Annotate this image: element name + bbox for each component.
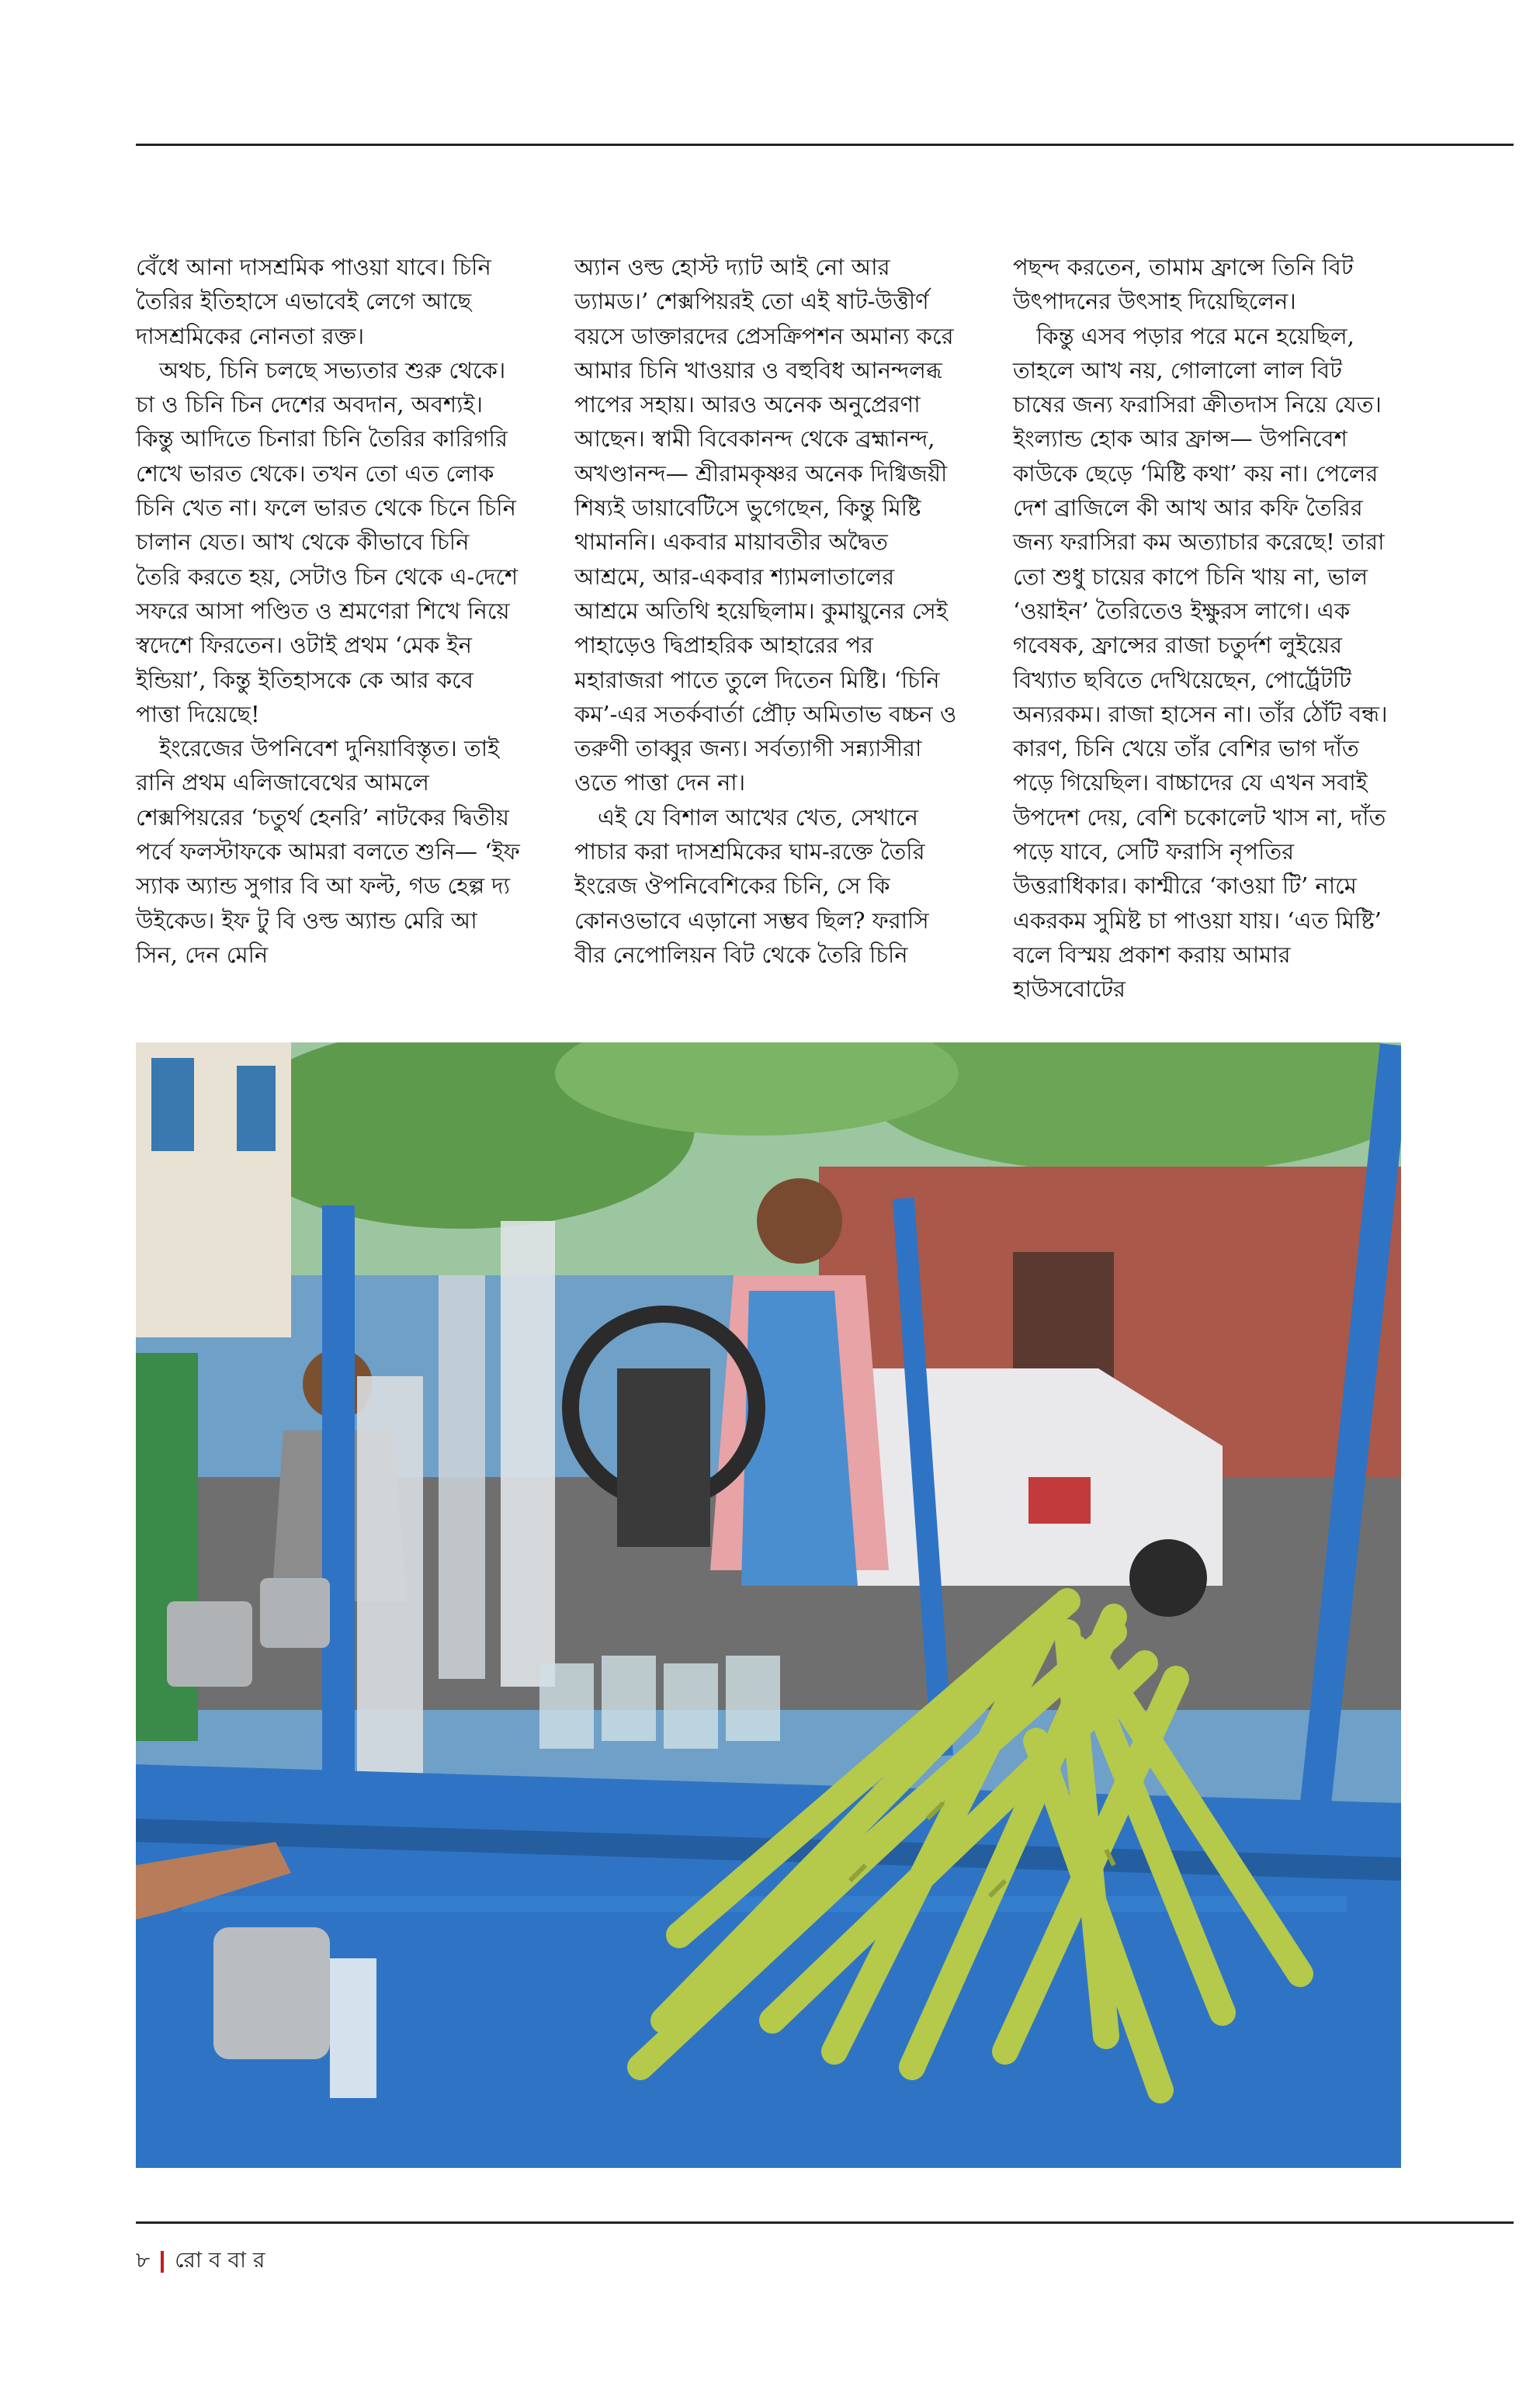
text-column-3 <box>1013 250 1398 1007</box>
paragraph: এই যে বিশাল আখের খেত, সেখানে পাচার করা দাসশ্রমিকের ঘাম-রক্তে তৈরি ইংরেজ ঔপনিবেশিকের চিনি, সে কি কোনওভাবে এড়ানো সম্ভব ছিল? ফরাসি বীর নেপোলিয়ন বিট থেকে তৈরি চিনি <box>574 803 929 968</box>
paragraph: অ্যান ওল্ড হোস্ট দ্যাট আই নো আর ড্যামড।’ শেক্সপিয়রই তো এই ষাট-উত্তীর্ণ বয়সে ডাক্তারদের প্রেসক্রিপশন অমান্য করে আমার চিনি খাওয়ার ও বহুবিধ আনন্দলব্ধ পাপের সহায়। আরও অনেক অনুপ্রেরণা আছেন। স্বামী বিবেকানন্দ থেকে ব্রহ্মানন্দ, অখণ্ডানন্দ— শ্রীরামকৃষ্ণর অনেক দিগ্বিজয়ী শিষ্যই ডায়াবেটিসে ভুগেছেন, কিন্তু মিষ্টি থামাননি। একবার মায়াবতীর অদ্বৈত আশ্রমে, আর-একবার শ্যামলাতালের আশ্রমে অতিথি হয়েছিলাম। কুমায়ুনের সেই পাহাড়েও দ্বিপ্রাহরিক আহারের পর মহারাজরা পাতে তুলে দিতেন মিষ্টি। ‘চিনি কম’-এর সতর্কবার্তা প্রৌঢ় অমিতাভ বচ্চন ও তরুণী তাব্বুর জন্য। সর্বত্যাগী সন্ন্যাসীরা ওতে পাত্তা দেন না। <box>574 254 957 796</box>
paragraph: পছন্দ করতেন, তামাম ফ্রান্সে তিনি বিট উৎপাদনের উৎসাহ দিয়েছিলেন। <box>1013 254 1354 315</box>
text-column-1 <box>136 250 521 972</box>
paragraph: ইংরেজের উপনিবেশ দুনিয়াবিস্তৃত। তাই রানি প্রথম এলিজাবেথের আমলে শেক্সপিয়রের ‘চতুর্থ হেনরি’ নাটকের দ্বিতীয় পর্বে ফলস্টাফকে আমরা বলতে শুনি— ‘ইফ স্যাক অ্যান্ড সুগার বি আ ফল্ট, গড হেল্প দ্য উইকেড। ইফ টু বি ওল্ড অ্যান্ড মেরি আ সিন, দেন মেনি <box>136 735 520 968</box>
page-number: ৮ <box>136 2247 151 2273</box>
top-rule <box>136 144 1514 146</box>
text-column-2 <box>574 250 959 972</box>
magazine-name: রো ব বা র <box>175 2247 265 2273</box>
sugarcane-stall-photo <box>136 1042 1401 2168</box>
page-footer <box>136 2243 265 2280</box>
paragraph: বেঁধে আনা দাসশ্রমিক পাওয়া যাবে। চিনি তৈরির ইতিহাসে এভাবেই লেগে আছে দাসশ্রমিকের নোনতা রক্ত। <box>136 254 491 349</box>
footer-separator <box>161 2251 164 2273</box>
bottom-rule <box>136 2221 1514 2224</box>
photo-illustration <box>136 1042 1401 2168</box>
paragraph: কিন্তু এসব পড়ার পরে মনে হয়েছিল, তাহলে আখ নয়, গোলালো লাল বিট চাষের জন্য ফরাসিরা ক্রীতদাস নিয়ে যেত। ইংল্যান্ড হোক আর ফ্রান্স— উপনিবেশ কাউকে ছেড়ে ‘মিষ্টি কথা’ কয় না। পেলের দেশ ব্রাজিলে কী আখ আর কফি তৈরির জন্য ফরাসিরা কম অত্যাচার করেছে! তারা তো শুধু চায়ের কাপে চিনি খায় না, ভাল ‘ওয়াইন’ তৈরিতেও ইক্ষুরস লাগে। এক গবেষক, ফ্রান্সের রাজা চতুর্দশ লুইয়ের বিখ্যাত ছবিতে দেখিয়েছেন, পোর্ট্রেটটি অন্যরকম। রাজা হাসেন না। তাঁর ঠোঁট বন্ধ। কারণ, চিনি খেয়ে তাঁর বেশির ভাগ দাঁত পড়ে গিয়েছিল। বাচ্চাদের যে এখন সবাই উপদেশ দেয়, বেশি চকোলেট খাস না, দাঁত পড়ে যাবে, সেটি ফরাসি নৃপতির উত্তরাধিকার। কাশ্মীরে ‘কাওয়া টি’ নামে একরকম সুমিষ্ট চা পাওয়া যায়। ‘এত মিষ্টি’ বলে বিস্ময় প্রকাশ করায় আমার হাউসবোটের <box>1013 322 1388 1003</box>
paragraph: অথচ, চিনি চলছে সভ্যতার শুরু থেকে। চা ও চিনি চিন দেশের অবদান, অবশ্যই। কিন্তু আদিতে চিনারা চিনি তৈরির কারিগরি শেখে ভারত থেকে। তখন তো এত লোক চিনি খেত না। ফলে ভারত থেকে চিনে চিনি চালান যেত। আখ থেকে কীভাবে চিনি তৈরি করতে হয়, সেটাও চিন থেকে এ-দেশে সফরে আসা পণ্ডিত ও শ্রমণেরা শিখে নিয়ে স্বদেশে ফিরতেন। ওটাই প্রথম ‘মেক ইন ইন্ডিয়া’, কিন্তু ইতিহাসকে কে আর কবে পাত্তা দিয়েছে! <box>136 356 519 727</box>
